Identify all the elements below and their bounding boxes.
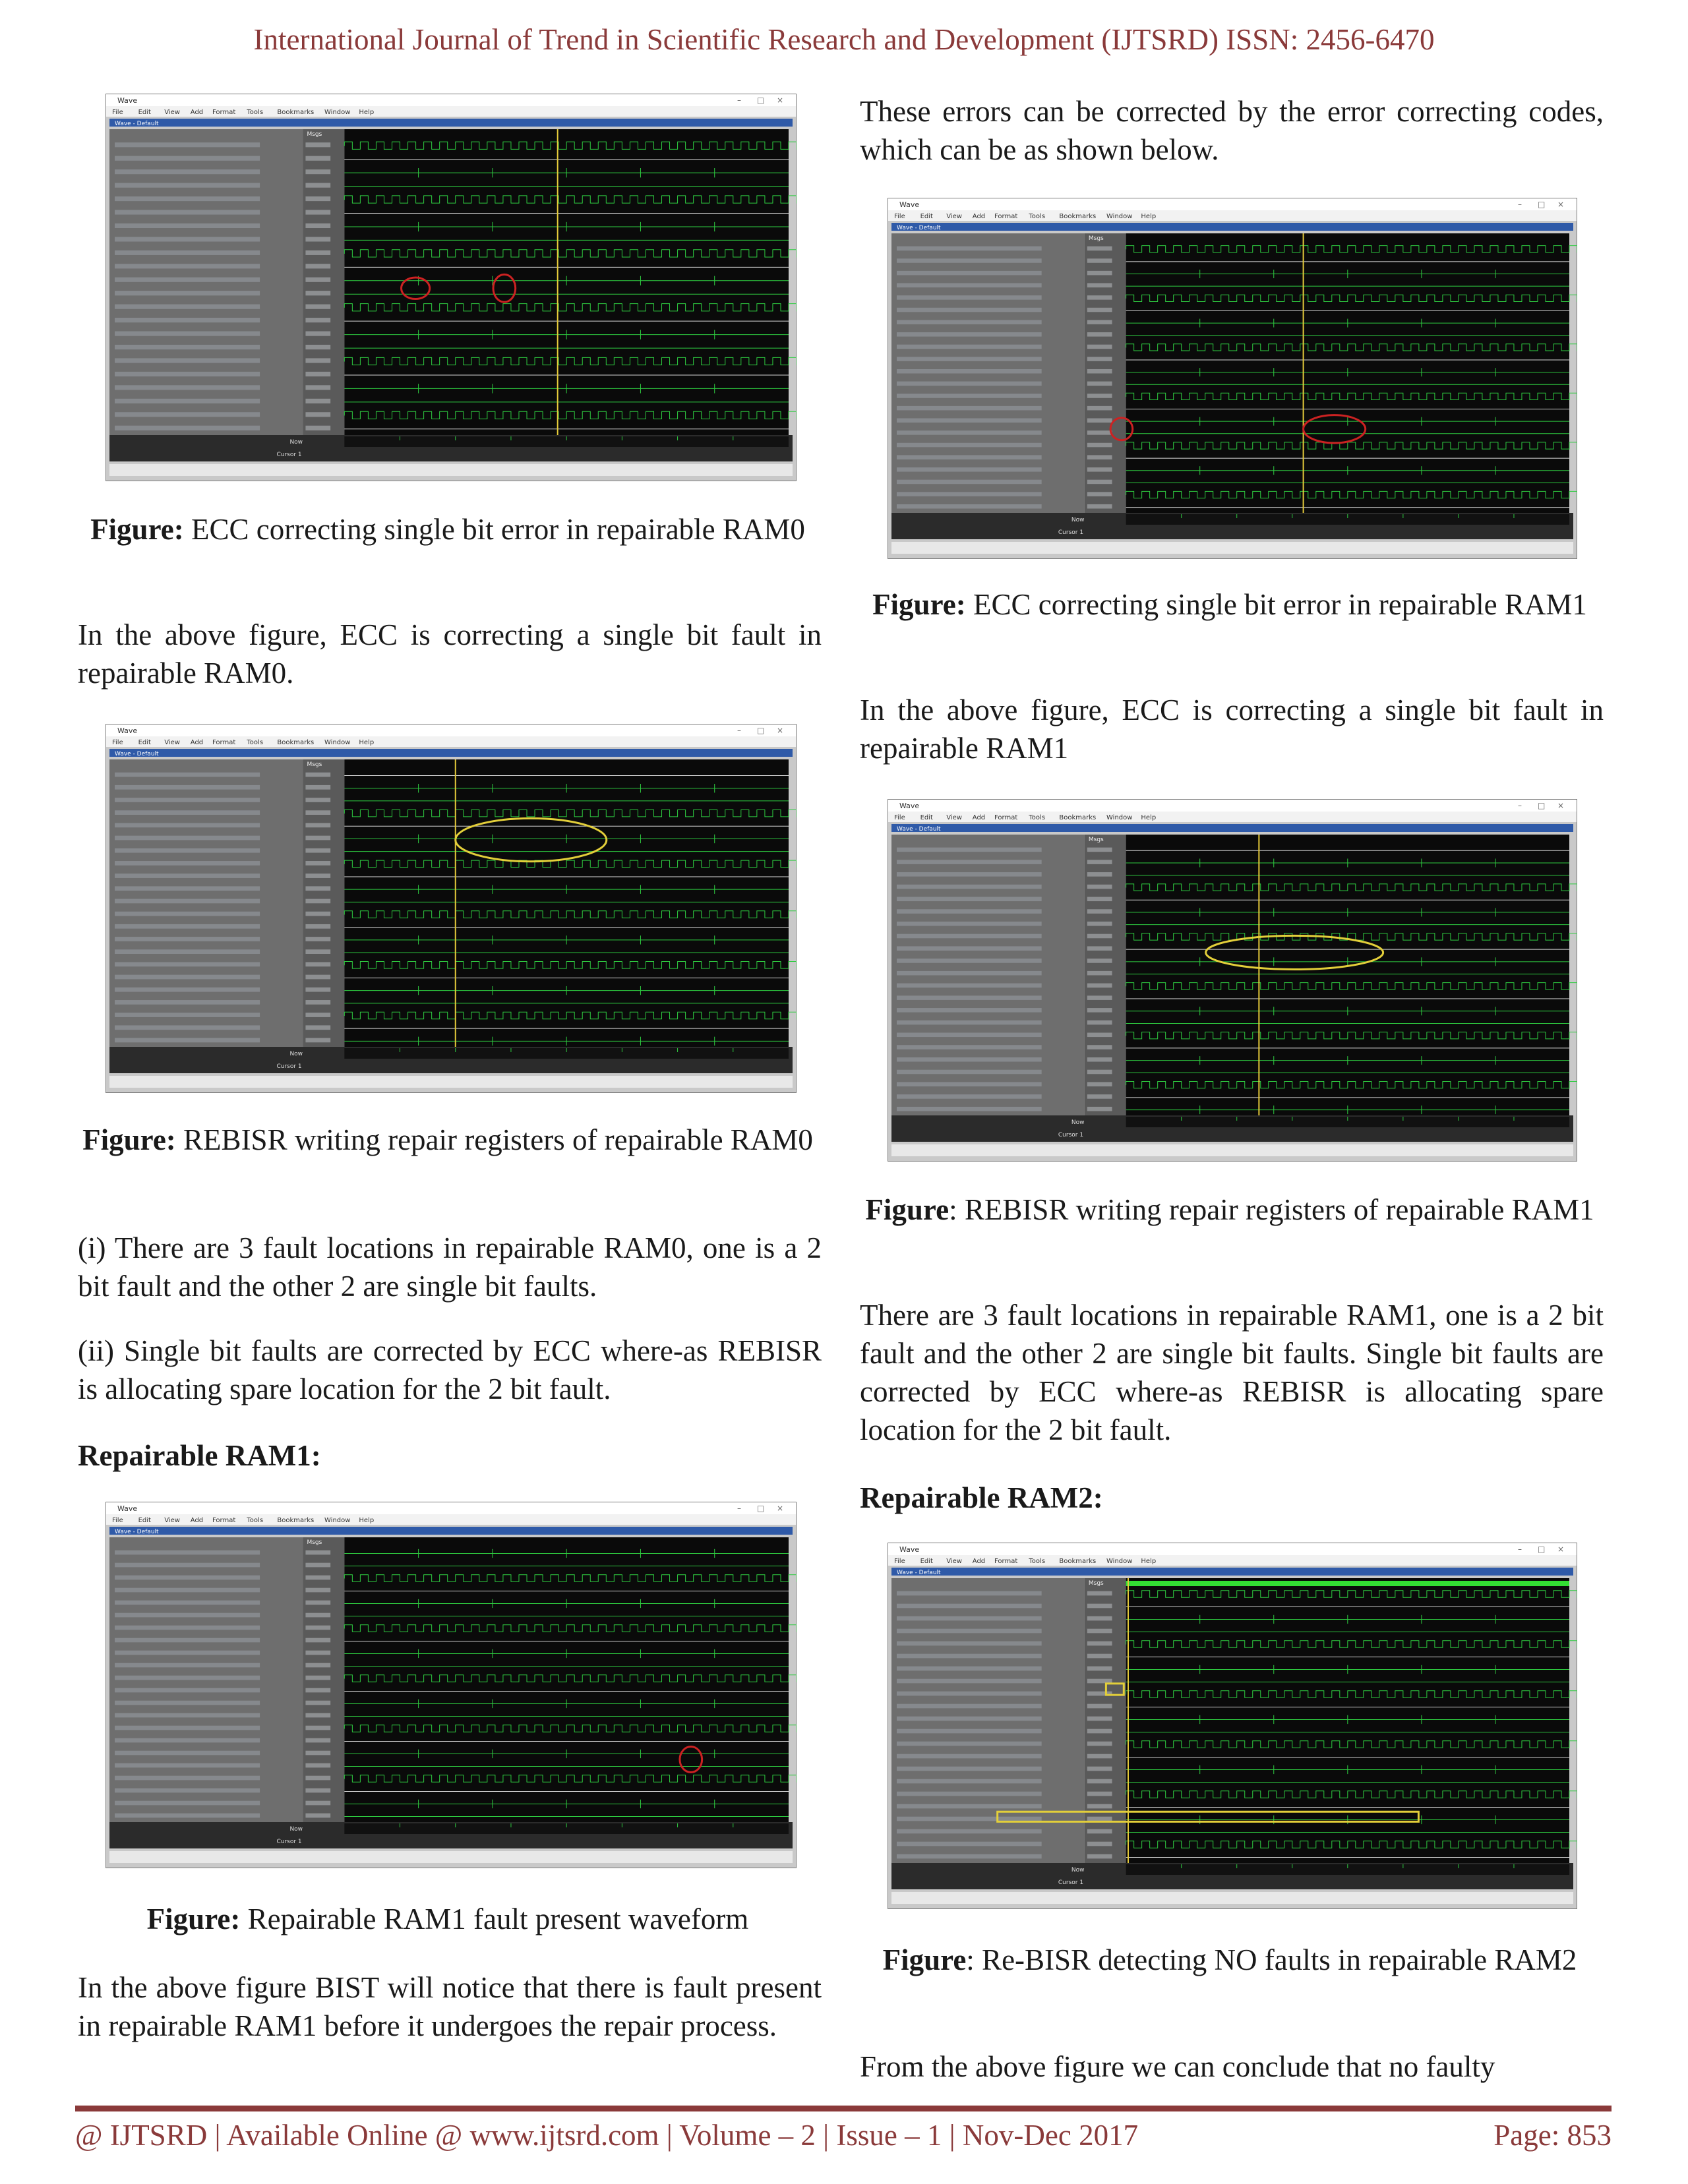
waveform-window bbox=[106, 1502, 797, 1868]
now-label: Now bbox=[1071, 1119, 1085, 1126]
menu-item: Window bbox=[1106, 1558, 1133, 1565]
waveform-window bbox=[106, 94, 797, 481]
menu-item: Format bbox=[994, 213, 1018, 220]
caption-rebisr-ram1: Figure: REBISR writing repair registers of repairable RAM1 bbox=[865, 1193, 1594, 1226]
paragraph-conclusion: From the above figure we can conclude that no faulty bbox=[860, 2050, 1495, 2083]
menu-item: Add bbox=[190, 739, 204, 746]
pane-title: Wave - Default bbox=[115, 121, 159, 127]
now-label: Now bbox=[1071, 1867, 1085, 1874]
cursor-label: Cursor 1 bbox=[1058, 529, 1084, 536]
waveform-window bbox=[106, 724, 797, 1093]
menu-item: Edit bbox=[920, 1558, 933, 1565]
footer-rule bbox=[75, 2106, 1612, 2111]
pane-title: Wave - Default bbox=[897, 1570, 941, 1576]
menu-item: Add bbox=[972, 213, 986, 220]
msgs-header: Msgs bbox=[1088, 1580, 1104, 1587]
maximize-icon: □ bbox=[1538, 200, 1546, 209]
menu-item: Tools bbox=[1029, 814, 1046, 821]
menu-item: Format bbox=[212, 109, 236, 116]
menu-item: View bbox=[946, 1558, 962, 1565]
close-icon: × bbox=[777, 1504, 784, 1513]
menu-item: Bookmarks bbox=[277, 739, 315, 746]
waveform-window bbox=[888, 198, 1577, 559]
now-label: Now bbox=[289, 439, 303, 446]
menu-item: Edit bbox=[138, 739, 151, 746]
now-label: Now bbox=[1071, 517, 1085, 523]
figure-ecc-ram0 bbox=[106, 94, 797, 481]
menu-item: View bbox=[164, 739, 180, 746]
waveform-window bbox=[888, 799, 1577, 1162]
maximize-icon: □ bbox=[757, 726, 765, 735]
menu-item: View bbox=[946, 814, 962, 821]
figure-rebisr-ram1 bbox=[888, 799, 1577, 1162]
msgs-header: Msgs bbox=[1088, 837, 1104, 843]
menu-item: Window bbox=[1106, 814, 1133, 821]
menu-item: Add bbox=[190, 109, 204, 116]
cursor-label: Cursor 1 bbox=[276, 1839, 302, 1845]
menu-item: Bookmarks bbox=[1059, 814, 1097, 821]
menu-item: Edit bbox=[920, 814, 933, 821]
menu-item: Tools bbox=[247, 1517, 264, 1524]
pane-title: Wave - Default bbox=[897, 826, 941, 833]
menu-item: Add bbox=[972, 1558, 986, 1565]
menu-item: Format bbox=[994, 814, 1018, 821]
menu-item: Format bbox=[212, 1517, 236, 1524]
figure-fault-present-ram1 bbox=[106, 1502, 797, 1868]
menu-item: Help bbox=[359, 739, 375, 746]
maximize-icon: □ bbox=[1538, 1545, 1546, 1554]
cursor-label: Cursor 1 bbox=[1058, 1879, 1084, 1886]
menu-item: Tools bbox=[247, 109, 264, 116]
window-title: Wave bbox=[899, 802, 920, 810]
minimize-icon: – bbox=[1518, 1545, 1522, 1554]
close-icon: × bbox=[777, 96, 784, 105]
paragraph-ecc-ram1: In the above figure, ECC is correcting a single bit fault in repairable RAM1 bbox=[860, 694, 1604, 765]
menu-item: Help bbox=[1141, 1558, 1157, 1565]
close-icon: × bbox=[1557, 1545, 1565, 1554]
menu-item: Bookmarks bbox=[277, 109, 315, 116]
pane-title: Wave - Default bbox=[897, 225, 941, 231]
menu-item: Window bbox=[324, 1517, 351, 1524]
heading-repairable-ram1: Repairable RAM1: bbox=[78, 1439, 321, 1472]
minimize-icon: – bbox=[1518, 200, 1522, 209]
cursor-label: Cursor 1 bbox=[276, 1063, 302, 1070]
pane-title: Wave - Default bbox=[115, 1529, 159, 1535]
list-item-2: (ii) Single bit faults are corrected by ECC where-as REBISR is allocating spare location for the 2 bit fault. bbox=[78, 1334, 822, 1405]
minimize-icon: – bbox=[737, 96, 741, 105]
waveform-window bbox=[888, 1543, 1577, 1909]
menu-item: File bbox=[112, 739, 123, 746]
menu-item: File bbox=[112, 1517, 123, 1524]
menu-item: Bookmarks bbox=[277, 1517, 315, 1524]
figure-no-faults-ram2 bbox=[888, 1543, 1577, 1909]
menu-item: File bbox=[112, 109, 123, 116]
menu-item: Edit bbox=[138, 1517, 151, 1524]
menu-item: Window bbox=[324, 109, 351, 116]
paragraph-errors-corrected: These errors can be corrected by the error correcting codes, which can be as shown below. bbox=[860, 95, 1604, 166]
window-title: Wave bbox=[117, 1504, 138, 1513]
paragraph-fault-present: In the above figure BIST will notice that there is fault present in repairable RAM1 before it undergoes the repair process. bbox=[78, 1971, 822, 2042]
footer-info: @ IJTSRD | Available Online @ www.ijtsrd.com | Volume – 2 | Issue – 1 | Nov-Dec 2017 bbox=[75, 2119, 1139, 2152]
menu-item: View bbox=[946, 213, 962, 220]
menu-item: Format bbox=[212, 739, 236, 746]
figure-ecc-ram1 bbox=[888, 198, 1577, 559]
close-icon: × bbox=[1557, 801, 1565, 810]
caption-fault-present-ram1: Figure: Repairable RAM1 fault present waveform bbox=[146, 1903, 749, 1935]
menu-item: Help bbox=[359, 109, 375, 116]
menu-item: Tools bbox=[1029, 1558, 1046, 1565]
menu-item: File bbox=[894, 213, 905, 220]
msgs-header: Msgs bbox=[307, 1539, 322, 1546]
menu-item: Add bbox=[190, 1517, 204, 1524]
pane-title: Wave - Default bbox=[115, 751, 159, 757]
page-number: Page: 853 bbox=[1493, 2119, 1612, 2152]
menu-item: Format bbox=[994, 1558, 1018, 1565]
figure-rebisr-ram0 bbox=[106, 724, 797, 1093]
caption-ecc-ram1: Figure: ECC correcting single bit error in repairable RAM1 bbox=[872, 588, 1587, 621]
menu-item: Bookmarks bbox=[1059, 1558, 1097, 1565]
menu-item: Edit bbox=[138, 109, 151, 116]
menu-item: File bbox=[894, 1558, 905, 1565]
caption-no-faults-ram2: Figure: Re-BISR detecting NO faults in repairable RAM2 bbox=[882, 1943, 1577, 1976]
window-title: Wave bbox=[899, 200, 920, 209]
menu-item: Tools bbox=[1029, 213, 1046, 220]
menu-item: Window bbox=[1106, 213, 1133, 220]
caption-ecc-ram0: Figure: ECC correcting single bit error in repairable RAM0 bbox=[90, 513, 805, 546]
minimize-icon: – bbox=[737, 1504, 741, 1513]
window-title: Wave bbox=[117, 726, 138, 735]
cursor-label: Cursor 1 bbox=[1058, 1132, 1084, 1138]
minimize-icon: – bbox=[737, 726, 741, 735]
menu-item: Edit bbox=[920, 213, 933, 220]
menu-item: File bbox=[894, 814, 905, 821]
close-icon: × bbox=[1557, 200, 1565, 209]
msgs-header: Msgs bbox=[1088, 235, 1104, 242]
list-item-1: (i) There are 3 fault locations in repairable RAM0, one is a 2 bit fault and the other 2 are single bit faults. bbox=[78, 1231, 822, 1303]
paragraph-ecc-ram0: In the above figure, ECC is correcting a single bit fault in repairable RAM0. bbox=[78, 618, 822, 690]
heading-repairable-ram2: Repairable RAM2: bbox=[860, 1481, 1103, 1514]
now-label: Now bbox=[289, 1051, 303, 1057]
menu-item: Window bbox=[324, 739, 351, 746]
close-icon: × bbox=[777, 726, 784, 735]
cursor-label: Cursor 1 bbox=[276, 452, 302, 458]
now-label: Now bbox=[289, 1826, 303, 1833]
menu-item: View bbox=[164, 109, 180, 116]
maximize-icon: □ bbox=[757, 1504, 765, 1513]
menu-item: Tools bbox=[247, 739, 264, 746]
menu-item: View bbox=[164, 1517, 180, 1524]
menu-item: Help bbox=[1141, 213, 1157, 220]
paragraph-rebisr-ram1: There are 3 fault locations in repairable RAM1, one is a 2 bit fault and the other 2 are single bit faults. Single bit faults are corrected by ECC where-as REBISR is allocating spare location for the 2 bit fault. bbox=[860, 1299, 1604, 1446]
window-title: Wave bbox=[899, 1545, 920, 1554]
minimize-icon: – bbox=[1518, 801, 1522, 810]
window-title: Wave bbox=[117, 96, 138, 105]
msgs-header: Msgs bbox=[307, 131, 322, 138]
msgs-header: Msgs bbox=[307, 761, 322, 768]
menu-item: Add bbox=[972, 814, 986, 821]
maximize-icon: □ bbox=[1538, 801, 1546, 810]
menu-item: Bookmarks bbox=[1059, 213, 1097, 220]
journal-header: International Journal of Trend in Scientific Research and Development (IJTSRD) ISSN: 2456-6470 bbox=[253, 23, 1435, 56]
caption-rebisr-ram0: Figure: REBISR writing repair registers of repairable RAM0 bbox=[82, 1123, 813, 1156]
menu-item: Help bbox=[359, 1517, 375, 1524]
menu-item: Help bbox=[1141, 814, 1157, 821]
maximize-icon: □ bbox=[757, 96, 765, 105]
